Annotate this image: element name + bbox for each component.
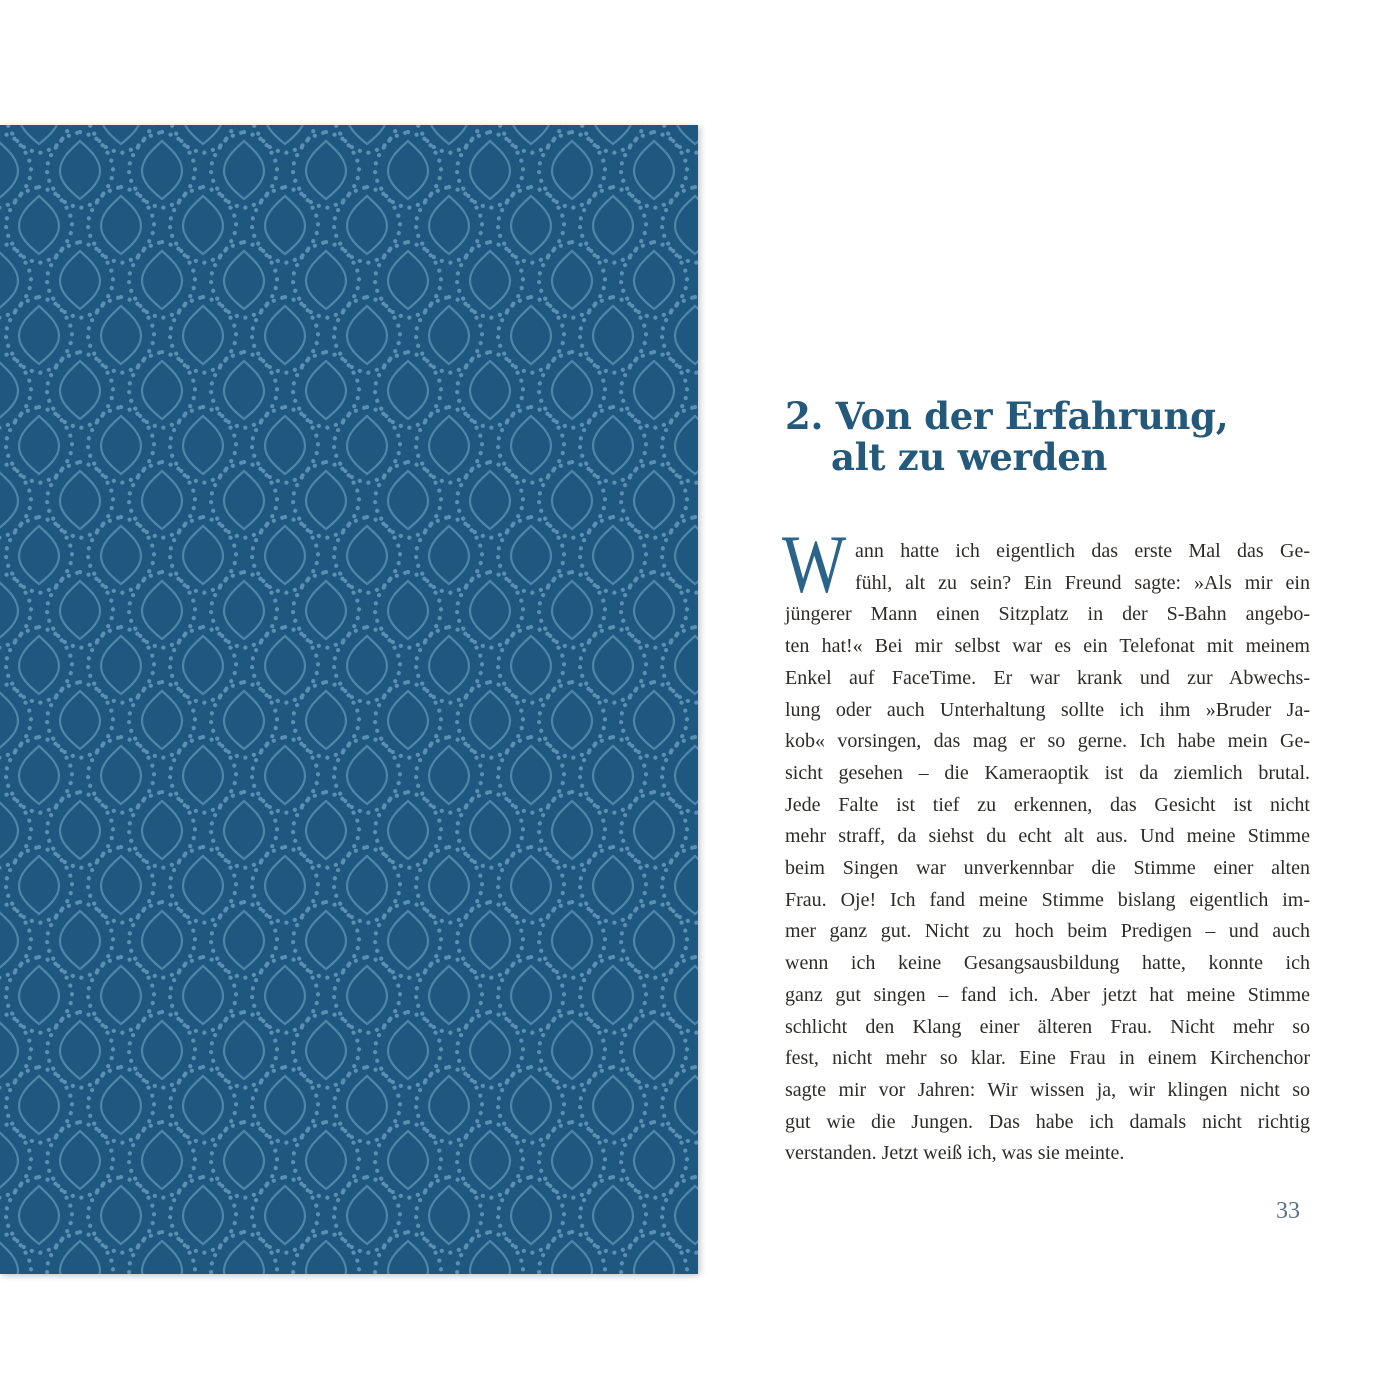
body-line: kob« vorsingen, das mag er so gerne. Ich habe mein Ge- (785, 730, 1310, 753)
body-line: lung oder auch Unterhaltung sollte ich ihm »Bruder Ja- (785, 698, 1310, 721)
chapter-heading-line2: alt zu werden (831, 435, 1108, 479)
body-line: ganz gut singen – fand ich. Aber jetzt hat meine Stimme (785, 983, 1310, 1006)
page-number: 33 (1276, 1198, 1300, 1224)
ogee-pattern-graphic (0, 125, 698, 1274)
body-line: ten hat!« Bei mir selbst war es ein Telefonat mit meinem (785, 635, 1310, 658)
body-line: gut wie die Jungen. Das habe ich damals nicht richtig (785, 1110, 1310, 1133)
body-line: fest, nicht mehr so klar. Eine Frau in einem Kirchenchor (785, 1047, 1310, 1070)
chapter-heading (785, 396, 1345, 478)
body-line: mehr straff, da siehst du echt alt aus. Und meine Stimme (785, 825, 1310, 848)
body-line: Frau. Oje! Ich fand meine Stimme bislang eigentlich im- (785, 888, 1310, 911)
body-line: ann hatte ich eigentlich das erste Mal das Ge- (855, 540, 1310, 562)
body-text (782, 518, 1310, 1170)
body-line: sagte mir vor Jahren: Wir wissen ja, wir klingen nicht so (785, 1078, 1310, 1101)
body-line: jüngerer Mann einen Sitzplatz in der S-Bahn angebo- (785, 603, 1310, 626)
body-line: Jede Falte ist tief zu erkennen, das Gesicht ist nicht (785, 793, 1310, 816)
left-page-cover (0, 125, 698, 1274)
body-line: fühl, alt zu sein? Ein Freund sagte: »Als mir ein (855, 571, 1310, 594)
body-line: wenn ich keine Gesangsausbildung hatte, konnte ich (785, 952, 1310, 975)
body-text-lines (785, 536, 1310, 1170)
body-line: beim Singen war unverkennbar die Stimme einer alten (785, 857, 1310, 880)
body-line: verstanden. Jetzt weiß ich, was sie meinte. (785, 1142, 1125, 1165)
body-line: schlicht den Klang einer älteren Frau. Nicht mehr so (785, 1015, 1310, 1038)
drop-cap: W (782, 518, 847, 610)
body-line: sicht gesehen – die Kameraoptik ist da ziemlich brutal. (785, 761, 1310, 784)
body-line: Enkel auf FaceTime. Er war krank und zur Abwechs- (785, 666, 1310, 689)
chapter-heading-line1: 2. Von der Erfahrung, (785, 394, 1229, 438)
body-line: mer ganz gut. Nicht zu hoch beim Predigen – und auch (785, 920, 1310, 943)
